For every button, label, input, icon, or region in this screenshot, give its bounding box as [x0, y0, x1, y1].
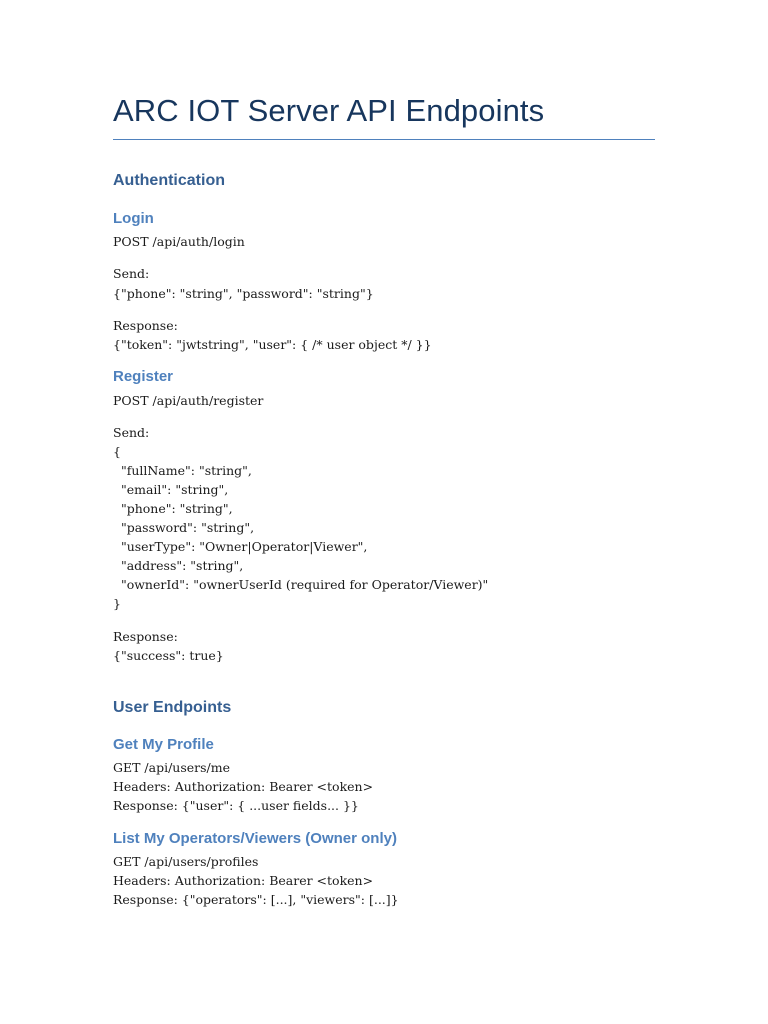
login-send-body: {"phone": "string", "password": "string"} — [113, 286, 374, 301]
register-send-label: Send: — [113, 425, 150, 440]
register-send-line: "password": "string", — [113, 520, 255, 535]
subheading-list-profiles: List My Operators/Viewers (Owner only) — [113, 830, 397, 847]
register-send-line: "email": "string", — [113, 482, 229, 497]
get-profile-endpoint: GET /api/users/me — [113, 760, 231, 775]
subheading-login: Login — [113, 210, 154, 227]
login-endpoint: POST /api/auth/login — [113, 234, 245, 249]
register-response-body: {"success": true} — [113, 648, 224, 663]
login-send-label: Send: — [113, 266, 150, 281]
register-send-line: "userType": "Owner|Operator|Viewer", — [113, 539, 368, 554]
section-heading-user-endpoints: User Endpoints — [113, 699, 232, 716]
list-profiles-endpoint: GET /api/users/profiles — [113, 854, 259, 869]
login-response-body: {"token": "jwtstring", "user": { /* user object */ }} — [113, 337, 432, 352]
section-heading-authentication: Authentication — [113, 172, 225, 189]
list-profiles-headers: Headers: Authorization: Bearer <token> — [113, 873, 374, 888]
list-profiles-response: Response: {"operators": [...], "viewers": [...]} — [113, 892, 399, 907]
title-underline — [113, 139, 655, 140]
subheading-register: Register — [113, 368, 174, 385]
register-send-line: } — [113, 596, 121, 611]
register-send-line: "fullName": "string", — [113, 463, 252, 478]
register-endpoint: POST /api/auth/register — [113, 393, 264, 408]
document-title: ARC IOT Server API Endpoints — [113, 93, 545, 128]
login-response-label: Response: — [113, 318, 178, 333]
register-response-label: Response: — [113, 629, 178, 644]
register-send-line: { — [113, 444, 121, 459]
register-send-line: "address": "string", — [113, 558, 244, 573]
register-send-line: "phone": "string", — [113, 501, 233, 516]
get-profile-response: Response: {"user": { ...user fields... }} — [113, 798, 359, 813]
register-send-line: "ownerId": "ownerUserId (required for Operator/Viewer)" — [113, 577, 489, 592]
get-profile-headers: Headers: Authorization: Bearer <token> — [113, 779, 374, 794]
subheading-get-my-profile: Get My Profile — [113, 736, 214, 753]
